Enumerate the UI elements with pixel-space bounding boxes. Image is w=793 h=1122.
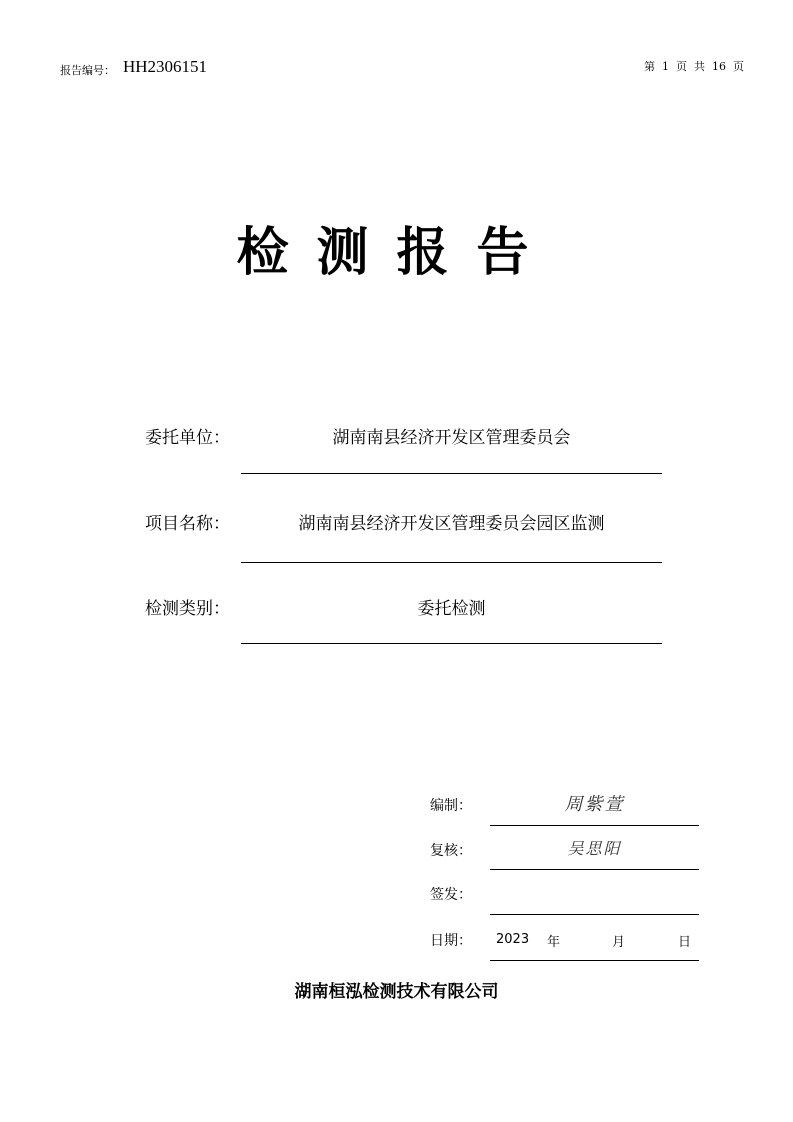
test-type-underline xyxy=(241,643,662,644)
report-number-label: 报告编号： xyxy=(60,64,115,77)
test-type-label: 检测类别： xyxy=(145,599,230,619)
client-label: 委托单位： xyxy=(145,428,230,448)
page-info: 第 1 页 共 16 页 xyxy=(644,60,744,73)
compiled-by-label: 编制： xyxy=(430,798,472,814)
test-type-value: 委托检测 xyxy=(417,599,486,619)
client-underline xyxy=(241,473,662,474)
report-number: HH2306151 xyxy=(123,57,208,76)
company-name: 湖南桓泓检测技术有限公司 xyxy=(294,982,499,1002)
date-month-unit: 月 xyxy=(612,935,626,950)
issued-by-line xyxy=(490,914,699,915)
reviewed-by-line xyxy=(490,869,699,870)
date-line xyxy=(490,960,699,961)
project-name-underline xyxy=(241,562,662,563)
date-day-unit: 日 xyxy=(678,935,692,950)
date-year-unit: 年 xyxy=(547,935,561,950)
issued-by-label: 签发： xyxy=(430,887,472,903)
project-name-value: 湖南南县经济开发区管理委员会园区监测 xyxy=(298,514,605,534)
client-value: 湖南南县经济开发区管理委员会 xyxy=(332,428,571,448)
compiled-by-signature: 周紫萱 xyxy=(564,794,625,815)
project-name-label: 项目名称： xyxy=(145,514,230,534)
reviewed-by-signature: 吴思阳 xyxy=(567,839,622,858)
date-label: 日期： xyxy=(430,933,472,949)
date-year: 2023 xyxy=(496,932,530,947)
compiled-by-line xyxy=(490,825,699,826)
document-title: 检测报告 xyxy=(236,223,557,283)
reviewed-by-label: 复核： xyxy=(430,843,472,859)
